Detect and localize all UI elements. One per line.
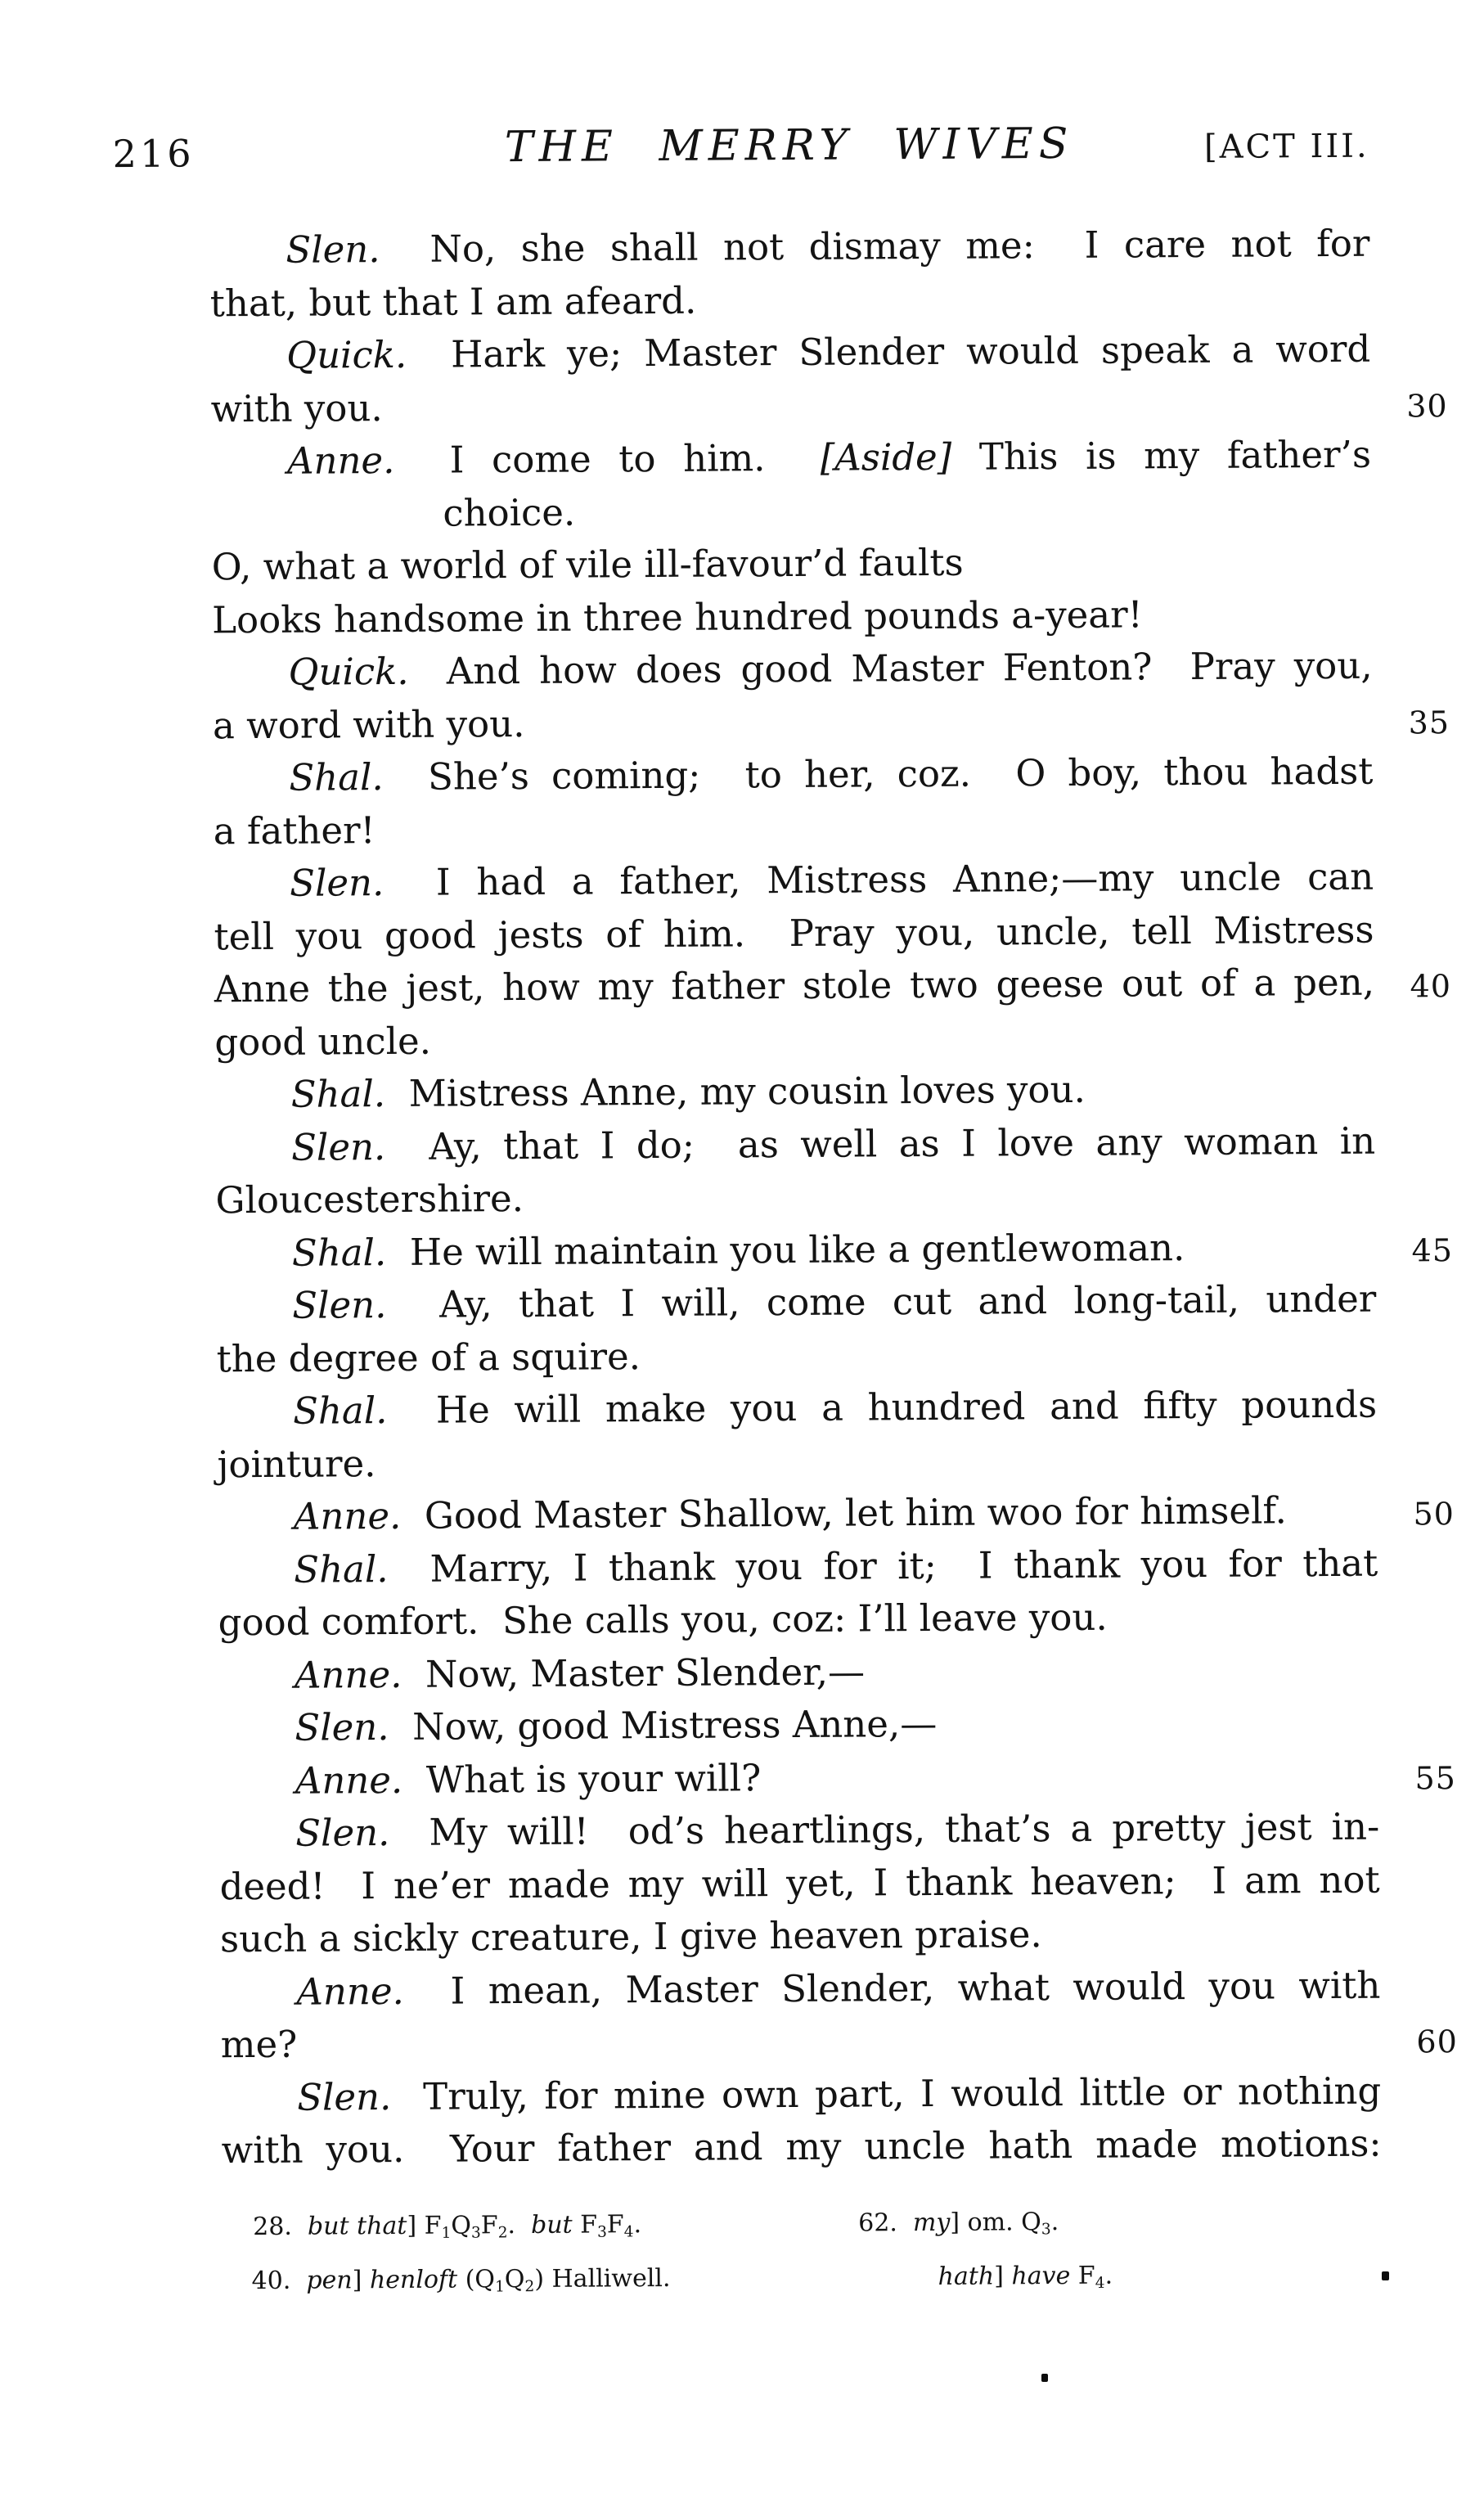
text-line <box>216 1273 1376 1333</box>
text-segment: but that <box>307 2211 407 2241</box>
speaker-name: Shal. <box>294 1546 389 1591</box>
text-segment: F <box>572 2210 598 2240</box>
text-segment: . <box>1104 2261 1113 2290</box>
text-segment: 3 <box>470 2224 481 2242</box>
footnote-row <box>222 2247 1382 2308</box>
text-segment: O, what a world of vile ill-favour’d faults <box>211 540 964 589</box>
text-line <box>217 1326 1377 1385</box>
text-segment: pen <box>306 2265 353 2295</box>
text-segment: I come to him. <box>394 435 821 482</box>
text-segment: Q <box>504 2264 525 2294</box>
text-line <box>216 1220 1454 1280</box>
text-segment: a father! <box>213 808 375 853</box>
text-line <box>217 1431 1377 1491</box>
text-segment: deed! I ne’er made my will yet, I thank heaven; I am not <box>219 1857 1380 1908</box>
line-number: 60 <box>1416 2024 1458 2060</box>
text-segment: that, but that I am afeard. <box>209 278 697 325</box>
text-line <box>214 1009 1374 1069</box>
page-number: 216 <box>112 131 195 177</box>
text-segment: 1 <box>441 2224 452 2242</box>
text-line <box>211 429 1371 488</box>
speaker-name: Slen. <box>295 1705 389 1749</box>
text-line <box>220 1959 1380 2019</box>
text-line <box>210 323 1370 383</box>
text-segment: 4 <box>623 2222 634 2241</box>
speaker-name: Slen. <box>289 861 384 905</box>
text-segment: [Aside] <box>820 434 952 479</box>
line-number: 35 <box>1408 704 1450 741</box>
text-segment: Now, good Mistress Anne,— <box>389 1701 938 1749</box>
text-segment: F <box>480 2210 498 2240</box>
text-segment: a word with you. <box>212 701 525 747</box>
text-segment: He will maintain you like a gentlewoman. <box>386 1225 1185 1274</box>
speaker-name: Quick. <box>286 332 407 377</box>
text-segment: good uncle. <box>214 1019 432 1064</box>
speaker-name: Shal. <box>290 1072 386 1116</box>
text-segment: I had a father, Mistress Anne;—my uncle can <box>384 854 1374 905</box>
text-segment: This is my father’s <box>951 432 1372 479</box>
text-segment: F <box>1070 2261 1095 2290</box>
text-line <box>218 1484 1455 1544</box>
text-line <box>219 1853 1379 1913</box>
text-line <box>211 481 1371 541</box>
text-line <box>217 1379 1377 1438</box>
text-segment: with you. Your father and my uncle hath made motions: <box>221 2121 1382 2172</box>
speaker-name: Slen. <box>295 1811 390 1855</box>
text-segment: jointure. <box>217 1441 376 1486</box>
text-line <box>214 798 1374 858</box>
text-segment: (Q <box>457 2264 496 2294</box>
text-segment: hath <box>938 2262 995 2291</box>
speaker-name: Anne. <box>293 1493 402 1538</box>
speaker-name: Anne. <box>294 1652 402 1697</box>
text-segment: ] om. Q <box>950 2207 1041 2237</box>
text-line <box>219 1748 1456 1807</box>
page-header <box>112 118 1369 184</box>
text-line <box>215 1062 1375 1122</box>
text-segment: with you. <box>210 385 383 430</box>
text-line <box>212 640 1372 700</box>
text-segment: me? <box>220 2022 298 2067</box>
speaker-name: Slen. <box>292 1283 387 1327</box>
text-segment: tell you good jests of him. Pray you, uncle, tell Mistress <box>214 907 1374 958</box>
text-segment: Hark ye; Master Slender would speak a word <box>407 326 1371 376</box>
speaker-name: Anne. <box>295 1758 403 1803</box>
text-line <box>215 1168 1375 1227</box>
text-segment: Ay, that I do; as well as I love any woman in <box>385 1119 1376 1168</box>
text-line <box>214 903 1374 963</box>
text-segment: I mean, Master Slender, what would you with <box>403 1963 1381 2013</box>
text-line <box>210 376 1448 435</box>
act-label: [ACT III. <box>1203 127 1369 166</box>
text-line <box>219 1801 1379 1861</box>
text-segment: 4 <box>1095 2274 1105 2292</box>
text-segment: Looks handsome in three hundred pounds a-year! <box>212 592 1143 642</box>
text-segment: . <box>633 2209 642 2239</box>
text-line <box>212 692 1450 752</box>
text-line <box>214 851 1374 911</box>
text-segment: 28. <box>253 2212 308 2241</box>
speaker-name: Quick. <box>288 649 409 694</box>
footnotes <box>222 2193 1383 2308</box>
line-number: 55 <box>1414 1759 1456 1796</box>
text-segment: Anne the jest, how my father stole two geese out of a pen, <box>214 960 1375 1011</box>
text-segment: Marry, I thank you for it; I thank you for that <box>388 1541 1378 1591</box>
line-number: 40 <box>1410 968 1452 1005</box>
text-segment: 3 <box>1041 2220 1051 2238</box>
text-segment: 1 <box>494 2277 505 2295</box>
running-title: THE MERRY WIVES <box>504 119 1074 173</box>
text-segment: Ay, that I will, come cut and long-tail, under <box>386 1276 1377 1327</box>
text-line <box>213 745 1373 805</box>
speaker-name: Slen. <box>290 1124 386 1169</box>
speaker-name: Shal. <box>292 1389 388 1433</box>
text-segment: henloft <box>369 2265 458 2294</box>
text-segment: F <box>606 2209 624 2239</box>
footnote-entry <box>938 2249 1113 2312</box>
text-segment: 62. <box>858 2208 914 2238</box>
footnote-row <box>222 2193 1382 2254</box>
text-segment: My will! od’s heartlings, that’s a pretty jest in- <box>389 1804 1380 1855</box>
footnote-entry <box>858 2195 1059 2258</box>
text-segment: 2 <box>524 2277 535 2295</box>
page-content <box>112 118 1458 2308</box>
text-line <box>220 1907 1380 1966</box>
text-segment: What is your will? <box>402 1755 762 1802</box>
text-segment: Truly, for mine own part, I would little or nothing <box>391 2069 1382 2118</box>
speaker-name: Slen. <box>297 2074 392 2119</box>
speaker-name: Shal. <box>289 755 384 799</box>
text-segment: And how does good Master Fenton? Pray you, <box>408 643 1373 693</box>
text-segment: good comfort. She calls you, coz: I’ll leave you. <box>218 1595 1108 1645</box>
footnote-entry <box>251 2251 670 2315</box>
text-segment: Gloucestershire. <box>215 1177 524 1222</box>
text-segment: Mistress Anne, my cousin loves you. <box>384 1067 1086 1116</box>
speaker-name: Slen. <box>286 227 380 272</box>
line-number: 50 <box>1413 1496 1455 1533</box>
text-segment: She’s coming; to her, coz. O boy, thou hadst <box>383 749 1374 799</box>
text-line <box>221 2064 1381 2124</box>
text-segment: such a sickly creature, I give heaven praise. <box>219 1912 1042 1961</box>
text-segment: ] <box>352 2265 371 2294</box>
text-segment: 3 <box>596 2223 607 2241</box>
text-segment: 40. <box>251 2266 307 2295</box>
speaker-name: Shal. <box>291 1230 387 1275</box>
text-segment: Now, Master Slender,— <box>402 1649 866 1696</box>
line-number: 45 <box>1411 1231 1454 1268</box>
text-segment: my <box>912 2208 951 2237</box>
text-line <box>218 1695 1378 1755</box>
speaker-name: Anne. <box>286 438 395 483</box>
text-segment: 2 <box>497 2223 508 2241</box>
play-text <box>209 218 1458 2177</box>
text-segment: the degree of a squire. <box>216 1334 641 1380</box>
text-segment: . <box>1050 2207 1059 2236</box>
text-segment: Good Master Shallow, let him woo for himself. <box>401 1488 1287 1537</box>
text-line <box>218 1590 1378 1650</box>
text-line <box>220 2012 1458 2072</box>
text-segment: have <box>1011 2261 1071 2290</box>
text-line <box>209 218 1369 277</box>
text-line <box>218 1537 1378 1596</box>
text-segment: ] F <box>407 2211 442 2240</box>
text-segment: Q <box>451 2210 472 2240</box>
text-line <box>212 587 1372 646</box>
text-line <box>210 270 1370 330</box>
ink-speck <box>1041 2374 1048 2382</box>
text-segment: but <box>530 2210 573 2240</box>
speaker-name: Anne. <box>296 1969 404 2014</box>
text-segment: He will make you a hundred and fifty pounds <box>387 1382 1378 1433</box>
ink-speck <box>1382 2271 1389 2280</box>
text-line <box>215 1114 1375 1174</box>
text-line <box>214 957 1452 1016</box>
text-segment: ] <box>994 2261 1012 2291</box>
text-line <box>218 1642 1378 1702</box>
text-segment: . <box>507 2210 532 2240</box>
text-line <box>212 534 1372 594</box>
text-segment: choice. <box>443 490 576 535</box>
text-segment: No, she shall not dismay me: I care not for <box>380 221 1370 272</box>
text-line <box>221 2118 1381 2177</box>
text-segment: ) Halliwell. <box>534 2263 671 2294</box>
line-number: 30 <box>1406 387 1448 424</box>
